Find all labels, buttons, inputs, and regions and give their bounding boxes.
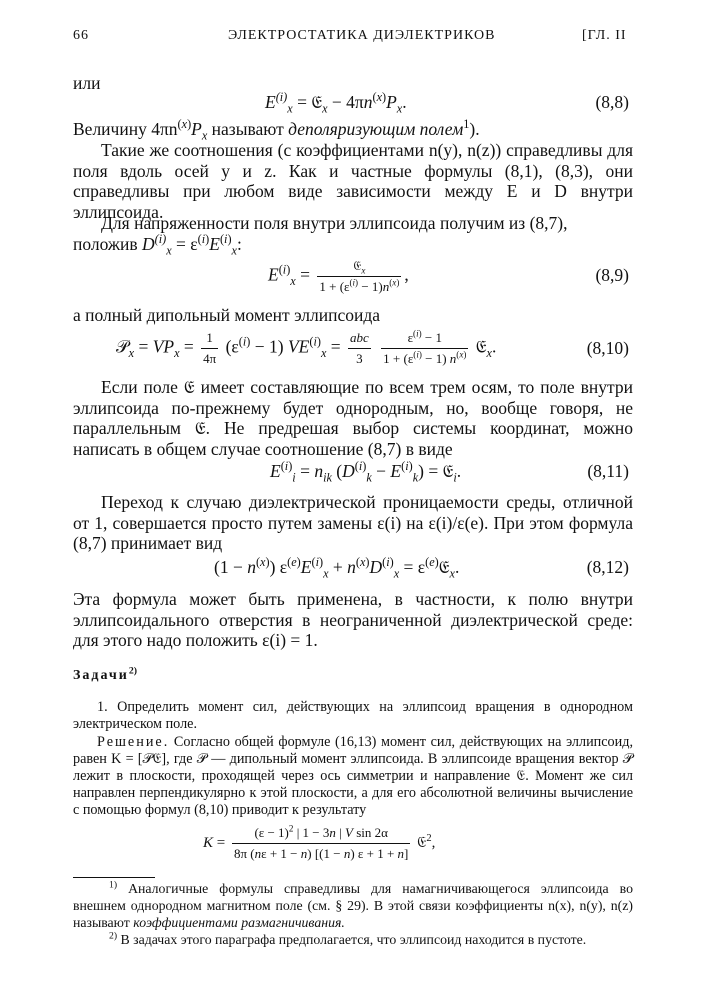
equation-8-11: $E^{(i)}_i = n_{ik}$ $(D^{(i)}_k - E^{(i)}_k)$ = 𝔈$_i$.: [270, 459, 462, 485]
equation-8-10: 𝒫$_x$ = $VP_x$ = $\frac{1}{4\pi}$ $(\varepsilon^{(i)} - 1) VE^{(i)}_x$ = $\frac{\text{abc}}{3}$ $\frac{\varepsilon^{(i)} - 1}{1 + (\varepsilon^{(i)} - 1) n^{(x)}}$ 𝔈$_x$.: [116, 328, 497, 366]
depol-text-end: ).: [469, 119, 480, 139]
problems-heading-text: Задачи: [73, 668, 129, 683]
equation-number-8-9: (8,9): [595, 265, 629, 285]
footnote-1-text: Аналогичные формулы справедливы для намагничивающегося эллипсоида во внешнем однородном магнитном поле (см. § 29). В этой связи коэффициенты n(x), n(y), n(z) называют: [73, 881, 633, 930]
paragraph-ili: или: [73, 73, 101, 93]
problem-1: 1. Определить момент сил, действующих на эллипсоид вращения в однородном электрическом поле.: [73, 699, 633, 732]
fraction: $\frac{(\varepsilon - 1)^2 | 1 - 3n | V \sin 2\alpha}{8\pi (n\varepsilon + 1 - n) [(1 - n) \varepsilon + 1 + n]}$: [233, 823, 409, 861]
fraction: $\frac{1}{4\pi}$: [203, 330, 217, 366]
depol-term: деполяризующим полем: [288, 119, 464, 139]
footnote-divider: [73, 877, 155, 878]
footnote-2-text: В задачах этого параграфа предполагается, что эллипсоид находится в пустоте.: [117, 932, 587, 947]
footnote-2-mark: 2): [109, 930, 118, 942]
paragraph-dipole: а полный дипольный момент эллипсоида: [73, 305, 381, 325]
footnote-1-mark: 1): [109, 879, 118, 891]
footnote-2: [73, 931, 633, 948]
footnote-1: [73, 880, 633, 931]
paragraph-transition: Переход к случаю диэлектрической проницаемости среды, отличной от 1, совершается просто путем замены ε(i) на ε(i)/ε(e). При этом формула (8,7) принимает вид: [73, 492, 633, 553]
fraction: $\frac{𝔈_x}{1 + (\varepsilon^{(i)} - 1)n^{(x)}}$: [319, 258, 400, 294]
paragraph-inside-2: положив $D^{(i)}_x = \varepsilon^{(i)}E^{(i)}_x$:: [73, 232, 242, 258]
inside-text: положив: [73, 234, 138, 254]
paragraph-inside-1: Для напряженности поля внутри эллипсоида получим из (8,7),: [101, 213, 568, 233]
equation-8-12: $(1 - n^{(x)})$ $\varepsilon^{(e)}E^{(i)}_x + n^{(x)}D^{(i)}_x$ = $\varepsilon^{(e)}𝔈_x$.: [214, 555, 460, 581]
paragraph-three-axes: Если поле 𝔈 имеет составляющие по всем трем осям, то поле внутри эллипсоида по-прежнему будет однородным, но, вообще говоря, не параллельным 𝔈. Не предрешая выбор системы координат, можно написать в общем случае соотношение (8,7) в виде: [73, 377, 633, 459]
solution-text: Согласно общей формуле (16,13) момент сил, действующих на эллипсоид, равен K = [𝒫𝔈], где 𝒫 — дипольный момент эллипсоида. В эллипсоиде вращения вектор 𝒫 лежит в плоскости, проходящей через ось симметрии и направление 𝔈. Момент же сил направлен перпендикулярно к этой плоскости, а для его абсолютной величины вычисление с помощью формул (8,10) приводит к результату: [73, 734, 633, 818]
fraction: $\frac{\text{abc}}{3}$: [350, 330, 369, 366]
chapter-label: [ГЛ. II: [582, 28, 627, 43]
equation-8-8: $E^{(i)}_x$ = 𝔈$_x$ − $4\pi n^{(x)}P_x$.: [265, 90, 407, 116]
equation-number-8-10: (8,10): [586, 338, 629, 358]
running-title: ЭЛЕКТРОСТАТИКА ДИЭЛЕКТРИКОВ: [228, 28, 496, 43]
equation-torque: K = $\frac{(\varepsilon - 1)^2 | 1 - 3n | V \sin 2\alpha}{8\pi (n\varepsilon + 1 - n) [(1 - n) \varepsilon + 1 + n]}$ 𝔈$^2$,: [203, 823, 436, 861]
fraction: $\frac{\varepsilon^{(i)} - 1}{1 + (\varepsilon^{(i)} - 1) n^{(x)}}$: [383, 328, 467, 366]
depol-text-2: называют: [207, 119, 289, 139]
paragraph-similar: Такие же соотношения (с коэффициентами n(y), n(z)) справедливы для поля вдоль осей y и z. Как и частные формулы (8,1), (8,3), они справедливы при любом виде зависимости между E и D внутри эллипсоида.: [73, 140, 633, 222]
equation-number-8-11: (8,11): [587, 461, 629, 481]
equation-8-9: $E^{(i)}_x$ = $\frac{𝔈_x}{1 + (\varepsilon^{(i)} - 1)n^{(x)}}$ ,: [268, 258, 409, 294]
footnote-1-term: коэффициентами размагничивания.: [133, 915, 345, 930]
problems-heading-footnote: 2): [128, 665, 138, 677]
equation-number-8-8: (8,8): [595, 92, 629, 112]
page-number: 66: [73, 28, 89, 43]
problems-heading: [73, 665, 138, 684]
paragraph-depolarizing: Величину $4\pi n^{(x)}P_x$ называют деполяризующим полем$^1$).: [73, 117, 480, 143]
solution-label: Решение.: [97, 734, 170, 750]
solution-1: [73, 734, 633, 819]
equation-number-8-12: (8,12): [586, 557, 629, 577]
paragraph-applied: Эта формула может быть применена, в частности, к полю внутри эллипсоидального отверстия в неограниченной диэлектрической среде: для этого надо положить ε(i) = 1.: [73, 589, 633, 650]
depol-text-1: Величину 4πn: [73, 119, 178, 139]
